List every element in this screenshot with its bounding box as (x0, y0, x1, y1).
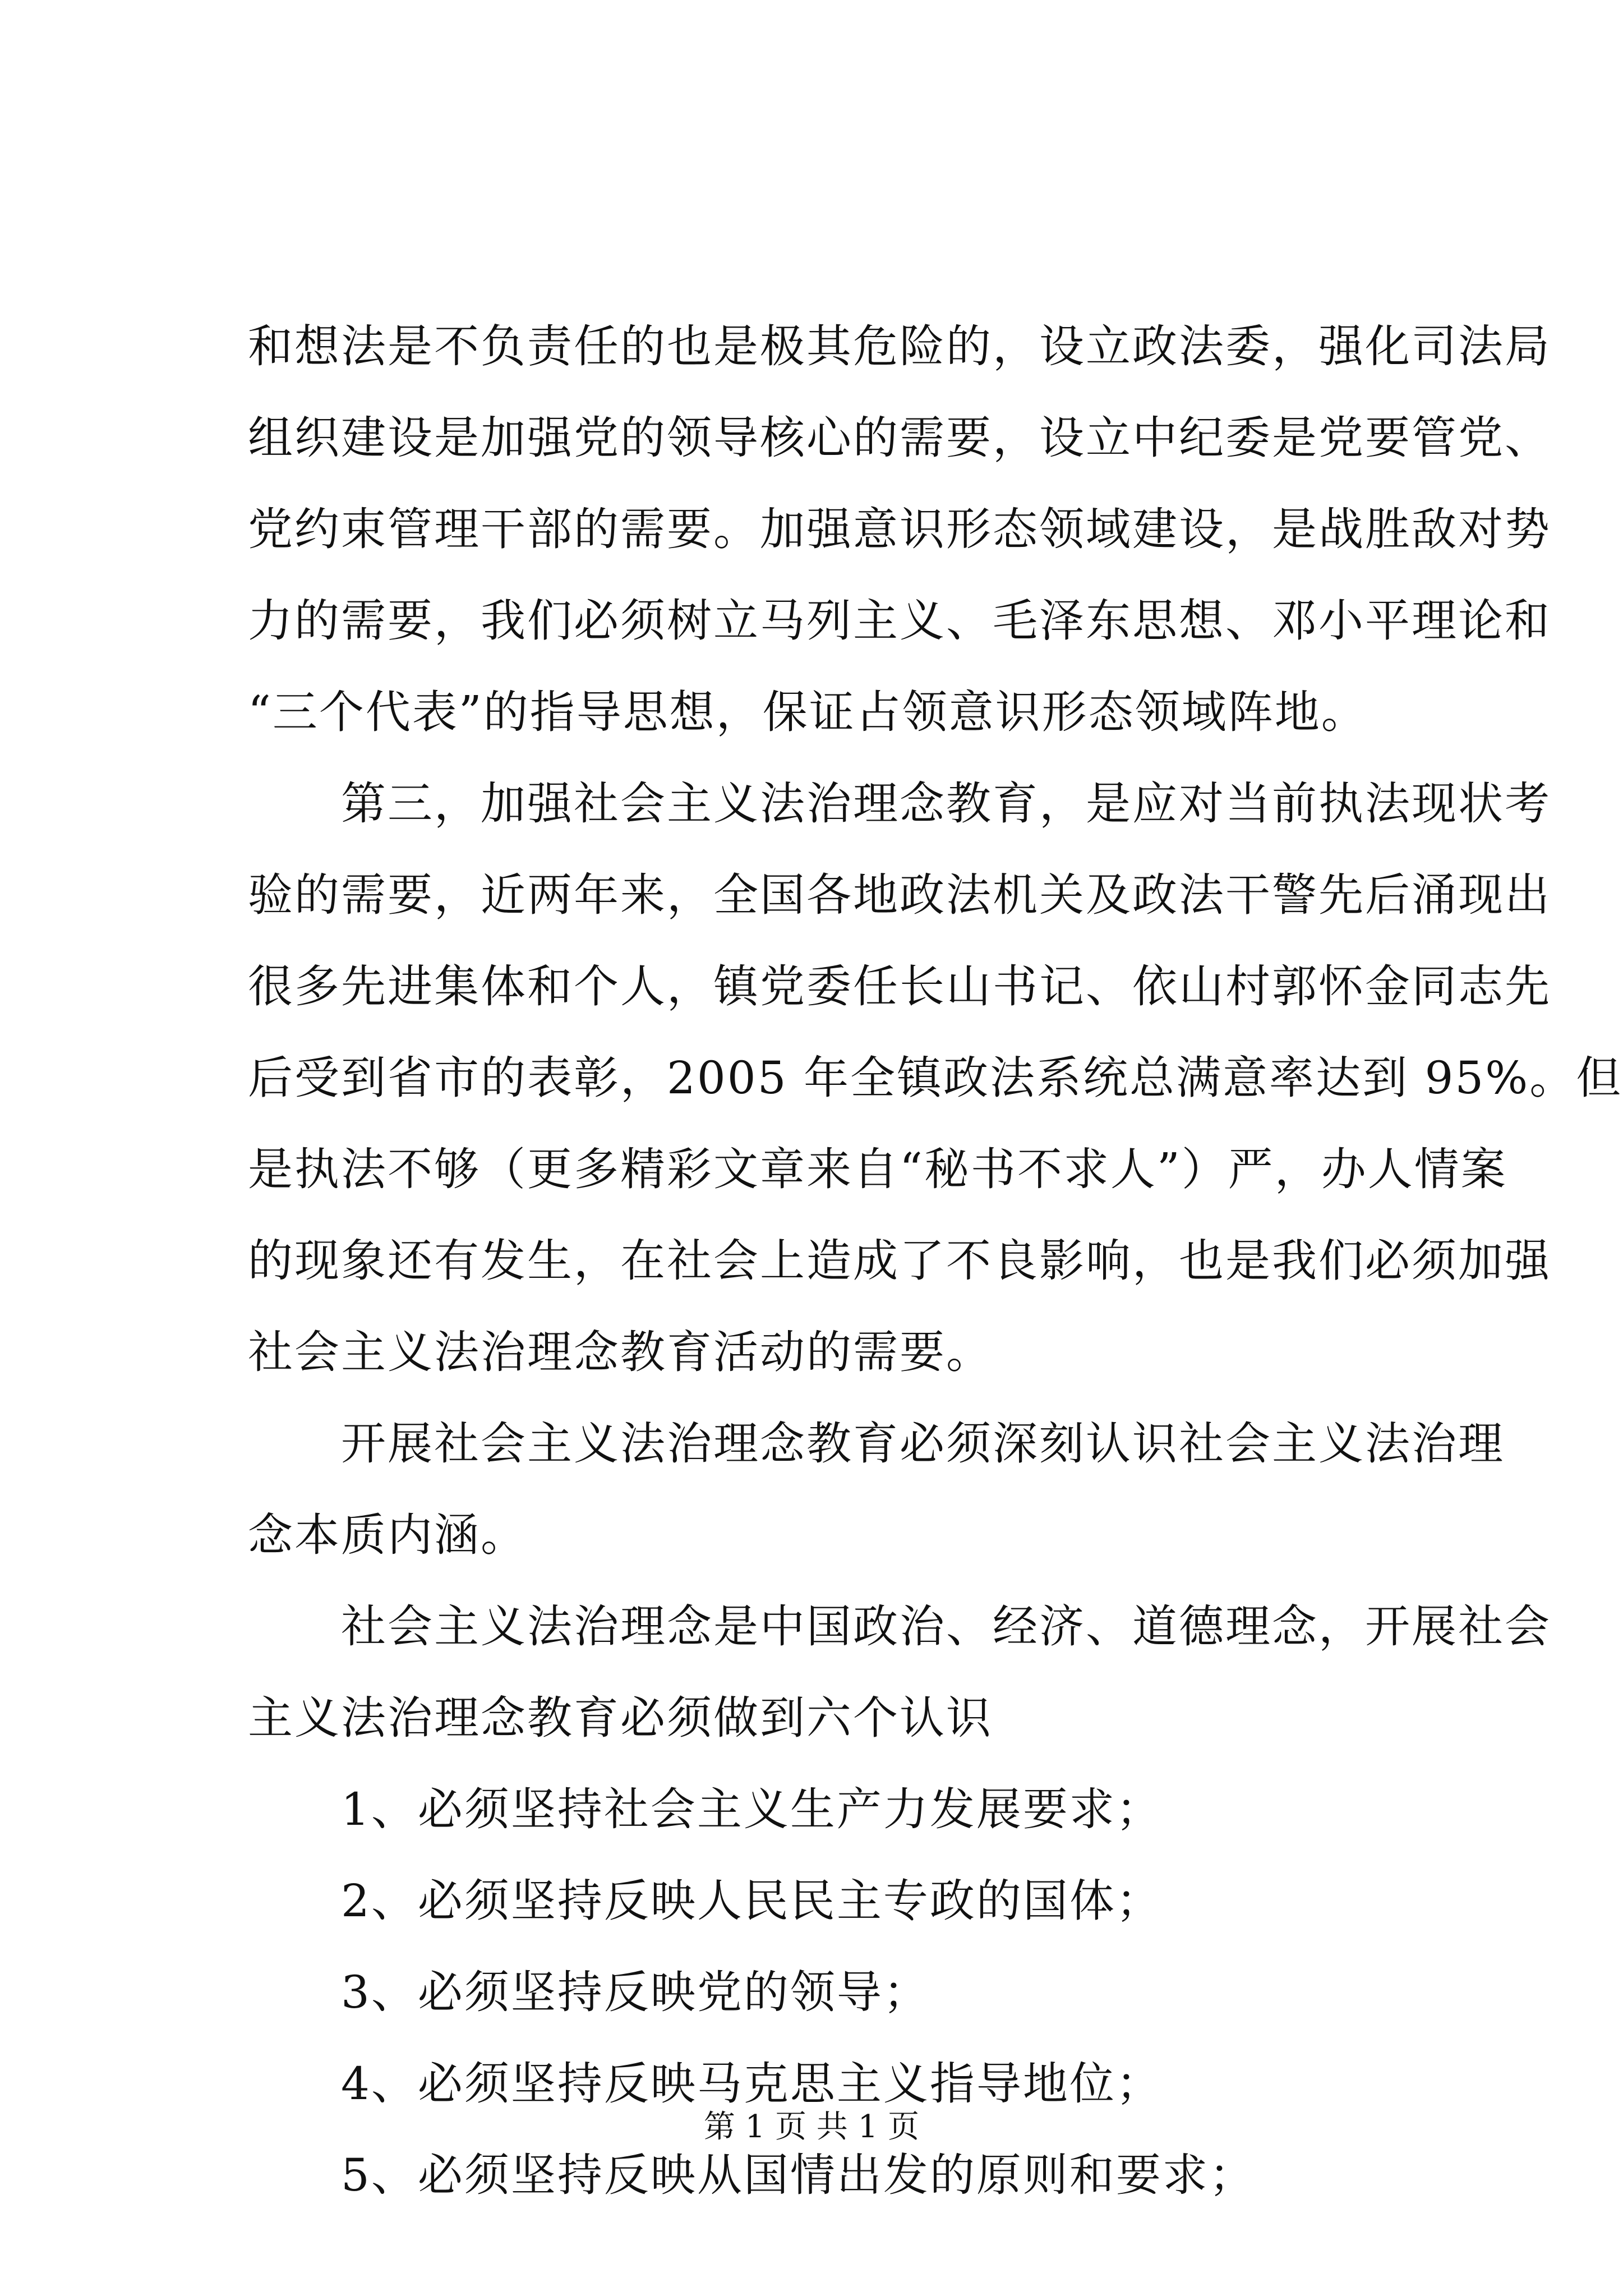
text-line: 组织建设是加强党的领导核心的需要，设立中纪委是党要管党、 (248, 412, 1551, 464)
list-item: 2、必须坚持反映人民民主专政的国体； (248, 1875, 1163, 1927)
body-text (248, 301, 1623, 2221)
text-line: 和想法是不负责任的也是极其危险的，设立政法委，强化司法局 (248, 320, 1551, 372)
text-line: 社会主义法治理念教育活动的需要。 (248, 1326, 993, 1378)
text-line: 念本质内涵。 (248, 1509, 527, 1561)
text-line: 的现象还有发生，在社会上造成了不良影响，也是我们必须加强 (248, 1235, 1551, 1287)
text-line: 很多先进集体和个人，镇党委任长山书记、依山村郭怀金同志先 (248, 960, 1551, 1013)
list-item: 5、必须坚持反映从国情出发的原则和要求； (248, 2149, 1256, 2201)
text-line: “三个代表”的指导思想，保证占领意识形态领域阵地。 (248, 686, 1368, 738)
text-line: 社会主义法治理念是中国政治、经济、道德理念，开展社会 (248, 1600, 1551, 1653)
list-item: 1、必须坚持社会主义生产力发展要求； (248, 1783, 1163, 1835)
text-line: 主义法治理念教育必须做到六个认识 (248, 1692, 993, 1744)
text-line: 后受到省市的表彰，2005 年全镇政法系统总满意率达到 95%。但 (248, 1052, 1623, 1104)
text-line: 是执法不够（更多精彩文章来自“秘书不求人”）严，办人情案 (248, 1143, 1507, 1195)
list-item: 4、必须坚持反映马克思主义指导地位； (248, 2058, 1163, 2110)
text-line: 第三，加强社会主义法治理念教育，是应对当前执法现状考 (248, 777, 1551, 830)
list-item: 3、必须坚持反映党的领导； (248, 1966, 930, 2018)
text-line: 力的需要，我们必须树立马列主义、毛泽东思想、邓小平理论和 (248, 595, 1551, 647)
page-footer: 第 1 页 共 1 页 (703, 2109, 920, 2145)
text-line: 验的需要，近两年来，全国各地政法机关及政法干警先后涌现出 (248, 869, 1551, 921)
text-line: 开展社会主义法治理念教育必须深刻认识社会主义法治理 (248, 1418, 1505, 1470)
text-line: 党约束管理干部的需要。加强意识形态领域建设，是战胜敌对势 (248, 503, 1551, 555)
